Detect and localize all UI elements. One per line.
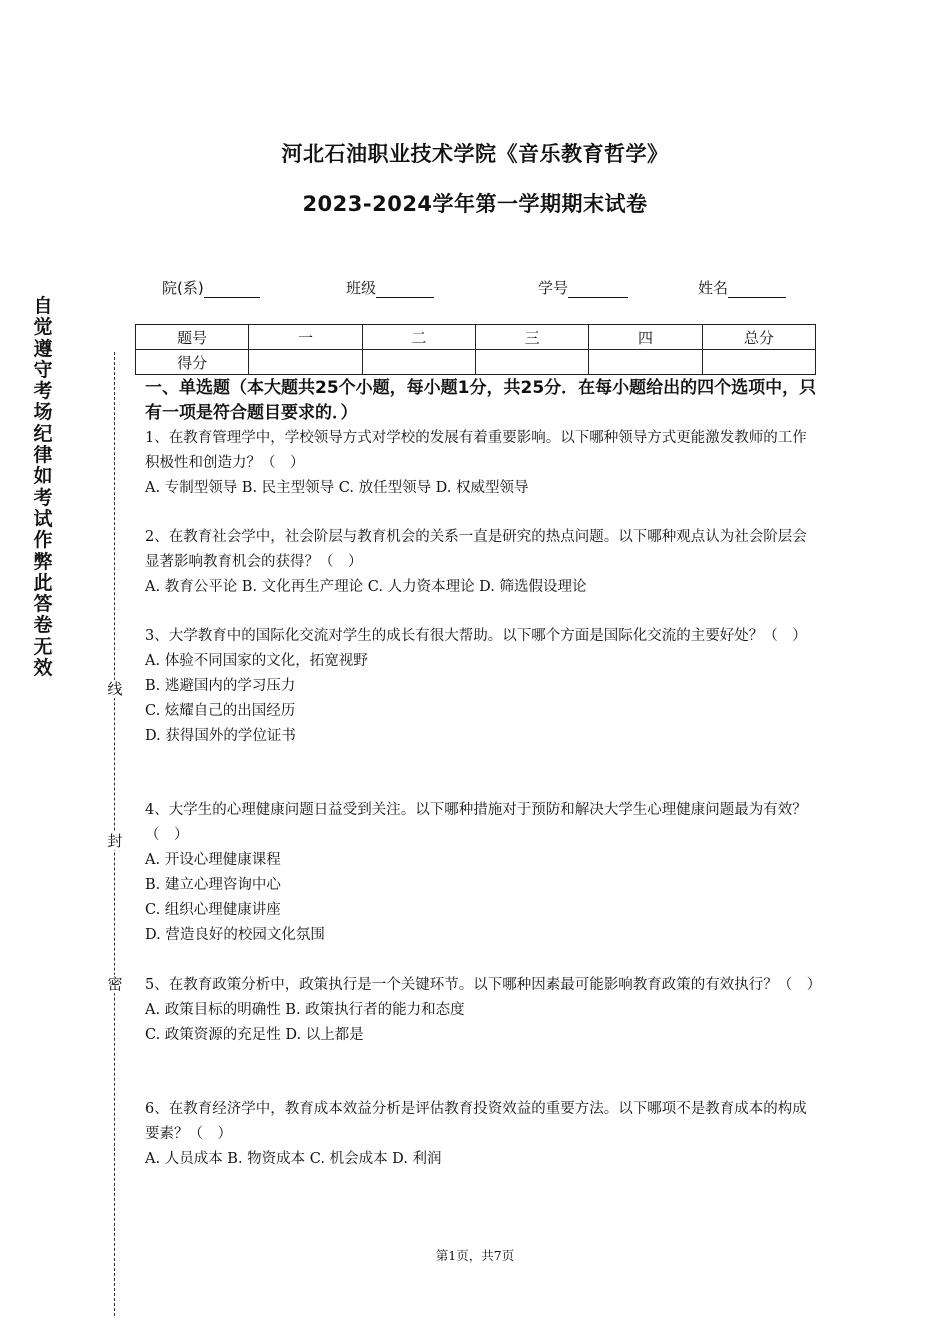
info-class-label: 班级 <box>346 279 377 297</box>
question-option[interactable]: C. 组织心理健康讲座 <box>145 902 281 918</box>
score-header-cell: 三 <box>475 325 588 350</box>
question-option[interactable]: C. 炫耀自己的出国经历 <box>145 703 296 719</box>
question-stem: 3、大学教育中的国际化交流对学生的成长有很大帮助。以下哪个方面是国际化交流的主要好处？（ ） <box>145 628 807 644</box>
student-id-blank[interactable] <box>568 281 628 298</box>
info-name-label: 姓名 <box>698 279 729 297</box>
question-option[interactable]: A. 政策目标的明确性 B. 政策执行者的能力和态度 <box>145 1002 465 1018</box>
info-class <box>346 277 434 298</box>
question-option[interactable]: A. 开设心理健康课程 <box>145 852 281 868</box>
question-2 <box>145 525 817 600</box>
info-student-id <box>538 277 628 298</box>
page-number: 第1页，共7页 <box>435 1248 515 1263</box>
score-cell[interactable] <box>475 350 588 375</box>
question-option[interactable]: A. 人员成本 B. 物资成本 C. 机会成本 D. 利润 <box>145 1151 442 1167</box>
question-option[interactable]: B. 建立心理咨询中心 <box>145 877 281 893</box>
exam-discipline-notice: 自觉遵守考场纪律如考试作弊此答卷无效 <box>33 295 53 680</box>
score-row-label: 得分 <box>136 350 249 375</box>
score-header-cell: 四 <box>589 325 702 350</box>
question-option[interactable]: A. 专制型领导 B. 民主型领导 C. 放任型领导 D. 权威型领导 <box>145 480 529 496</box>
question-stem: 5、在教育政策分析中，政策执行是一个关键环节。以下哪种因素最可能影响教育政策的有效执行？（ ） <box>145 977 822 993</box>
score-header-cell: 二 <box>362 325 475 350</box>
question-stem: 2、在教育社会学中，社会阶层与教育机会的关系一直是研究的热点问题。以下哪种观点认为社会阶层会显著影响教育机会的获得？（ ） <box>145 529 807 570</box>
dept-blank[interactable] <box>204 281 260 298</box>
question-5 <box>145 973 822 1048</box>
question-4 <box>145 798 817 948</box>
info-dept <box>162 277 260 298</box>
binding-mark-seal: 封 <box>107 832 123 850</box>
question-3 <box>145 624 817 749</box>
score-table <box>135 324 816 375</box>
question-stem: 4、大学生的心理健康问题日益受到关注。以下哪种措施对于预防和解决大学生心理健康问题最为有效？（ ） <box>145 802 807 843</box>
question-option[interactable]: B. 逃避国内的学习压力 <box>145 678 296 694</box>
info-student-id-label: 学号 <box>538 279 569 297</box>
score-cell[interactable] <box>702 350 815 375</box>
question-option[interactable]: C. 政策资源的充足性 D. 以上都是 <box>145 1027 364 1043</box>
section-title: 一、单选题（本大题共25个小题，每小题1分，共25分．在每小题给出的四个选项中，只有一项是符合题目要求的．） <box>145 378 817 423</box>
binding-mark-line: 线 <box>107 680 123 698</box>
exam-title-line1: 河北石油职业技术学院《音乐教育哲学》 <box>281 142 669 166</box>
question-option[interactable]: A. 教育公平论 B. 文化再生产理论 C. 人力资本理论 D. 筛选假设理论 <box>145 579 587 595</box>
score-cell[interactable] <box>589 350 702 375</box>
question-6 <box>145 1097 817 1172</box>
score-header-cell: 一 <box>249 325 362 350</box>
question-option[interactable]: D. 营造良好的校园文化氛围 <box>145 927 325 943</box>
question-option[interactable]: A. 体验不同国家的文化，拓宽视野 <box>145 653 368 669</box>
question-1 <box>145 426 817 501</box>
class-blank[interactable] <box>376 281 434 298</box>
score-cell[interactable] <box>362 350 475 375</box>
info-dept-label: 院(系) <box>162 279 204 297</box>
question-option[interactable]: D. 获得国外的学位证书 <box>145 728 296 744</box>
question-stem: 6、在教育经济学中，教育成本效益分析是评估教育投资效益的重要方法。以下哪项不是教育成本的构成要素？（ ） <box>145 1101 807 1142</box>
score-header-cell: 总分 <box>702 325 815 350</box>
name-blank[interactable] <box>728 281 786 298</box>
exam-title-line2: 2023-2024学年第一学期期末试卷 <box>302 192 648 216</box>
question-stem: 1、在教育管理学中，学校领导方式对学校的发展有着重要影响。以下哪种领导方式更能激发教师的工作积极性和创造力？（ ） <box>145 430 807 471</box>
binding-mark-secret: 密 <box>107 975 123 993</box>
score-table-score-row <box>136 350 816 375</box>
info-name <box>698 277 786 298</box>
score-table-header-row <box>136 325 816 350</box>
score-header-cell: 题号 <box>136 325 249 350</box>
score-cell[interactable] <box>249 350 362 375</box>
